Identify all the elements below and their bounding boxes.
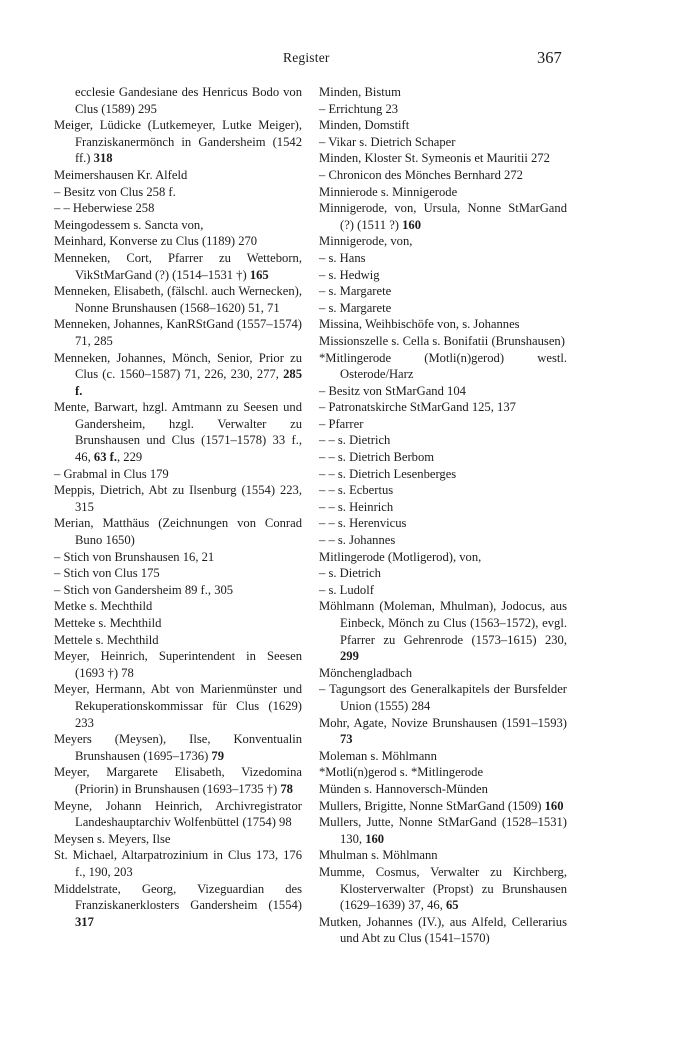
index-entry: – Tagungsort des Generalkapitels der Bursfelder Union (1555) 284 xyxy=(319,682,567,713)
page-number: 367 xyxy=(537,48,562,67)
index-entry: – – s. Dietrich Lesenberges xyxy=(319,466,457,481)
index-entry: Missina, Weihbischöfe von, s. Johannes xyxy=(319,317,520,332)
index-entry: – Errichtung 23 xyxy=(319,101,399,116)
index-entry: – s. Dietrich xyxy=(319,566,381,581)
index-entry: Meyer, Heinrich, Superintendent in Seesen (1693 †) 78 xyxy=(54,649,302,680)
index-entry: Metke s. Mechthild xyxy=(54,599,153,614)
index-entry: – s. Margarete xyxy=(319,284,392,299)
index-entry: – Chronicon des Mönches Bernhard 272 xyxy=(319,167,523,182)
index-entry: Mutken, Johannes (IV.), aus Alfeld, Cellerarius und Abt zu Clus (1541–1570) xyxy=(319,914,567,946)
index-entry: – – s. Heinrich xyxy=(319,499,394,514)
index-entry: – – Heberwiese 258 xyxy=(54,201,155,216)
index-entry: Middelstrate, Georg, Vizeguardian des Franziskanerklosters Gandersheim (1554) 317 xyxy=(54,881,302,929)
index-entry: Minnierode s. Minnigerode xyxy=(319,184,458,199)
index-entry: – s. Hans xyxy=(319,250,366,265)
index-entry: – s. Margarete xyxy=(319,300,392,315)
index-entry: Merian, Matthäus (Zeichnungen von Conrad Buno 1650) xyxy=(54,516,302,548)
index-entry: Menneken, Elisabeth, (fälschl. auch Wernecken), Nonne Brunshausen (1568–1620) 51, 71 xyxy=(54,284,302,315)
index-entry: Mullers, Brigitte, Nonne StMarGand (1509) 160 xyxy=(319,798,564,813)
index-entry: Mente, Barwart, hzgl. Amtmann zu Seesen und Gandersheim, hzgl. Verwalter zu Brunshausen und Clus (1571–1578) 33 f., 46, 63 f., 229 xyxy=(54,400,302,465)
index-entry: Meingodessem s. Sancta von, xyxy=(54,217,204,232)
index-entry: Möhlmann (Moleman, Mhulman), Jodocus, aus Einbeck, Mönch zu Clus (1563–1572), evgl. Pfarrer zu Gehrenrode (1573–1615) 230, 299 xyxy=(319,599,567,664)
index-entry: Meyne, Johann Heinrich, Archivregistrator Landeshauptarchiv Wolfenbüttel (1754) 98 xyxy=(54,798,302,830)
index-entry: – – s. Ecbertus xyxy=(319,483,394,498)
index-column-left xyxy=(54,84,302,930)
index-entry: Meyers (Meysen), Ilse, Konventualin Brunshausen (1695–1736) 79 xyxy=(54,732,302,763)
index-entry: – Stich von Gandersheim 89 f., 305 xyxy=(54,582,234,597)
index-entry: – – s. Dietrich Berbom xyxy=(319,450,435,465)
index-entry: Meiger, Lüdicke (Lutkemeyer, Lutke Meiger), Franziskanermönch in Gandersheim (1542 ff.) 318 xyxy=(54,118,302,166)
index-entry: – – s. Dietrich xyxy=(319,433,391,448)
index-entry: Menneken, Johannes, KanRStGand (1557–1574) 71, 285 xyxy=(54,317,302,348)
index-entry: Mumme, Cosmus, Verwalter zu Kirchberg, Klosterverwalter (Propst) zu Brunshausen (1629–1639) 37, 46, 65 xyxy=(319,864,567,913)
index-entry: Minnigerode, von, xyxy=(319,234,413,249)
index-entry: – – s. Herenvicus xyxy=(319,516,407,531)
index-entry: – Stich von Clus 175 xyxy=(54,566,160,581)
index-entry: Meppis, Dietrich, Abt zu Ilsenburg (1554) 223, 315 xyxy=(54,483,302,514)
index-entry: *Mitlingerode (Motli(n)gerod) westl. Osterode/Harz xyxy=(319,350,567,382)
index-entry: – – s. Johannes xyxy=(319,533,396,548)
index-column-right xyxy=(319,84,567,947)
index-entry: *Motli(n)gerod s. *Mitlingerode xyxy=(319,765,484,780)
index-entry: Mettele s. Mechthild xyxy=(54,632,159,647)
index-entry: Meinhard, Konverse zu Clus (1189) 270 xyxy=(54,234,258,249)
index-entry: – Pfarrer xyxy=(319,416,364,431)
index-entry: Menneken, Cort, Pfarrer zu Wetteborn, VikStMarGand (?) (1514–1531 †) 165 xyxy=(54,250,302,282)
index-entry: – Grabmal in Clus 179 xyxy=(54,466,169,481)
index-entry: Menneken, Johannes, Mönch, Senior, Prior zu Clus (c. 1560–1587) 71, 226, 230, 277, 285 f. xyxy=(54,350,302,398)
index-entry: Minden, Domstift xyxy=(319,118,410,133)
index-entry: Minnigerode, von, Ursula, Nonne StMarGand (?) (1511 ?) 160 xyxy=(319,201,567,232)
index-entry: Minden, Kloster St. Symeonis et Mauritii 272 xyxy=(319,151,550,166)
index-entry: Meyer, Margarete Elisabeth, Vizedomina (Priorin) in Brunshausen (1693–1735 †) 78 xyxy=(54,765,302,796)
index-entry: – Patronatskirche StMarGand 125, 137 xyxy=(319,400,516,415)
index-entry: Meysen s. Meyers, Ilse xyxy=(54,831,171,846)
index-entry: St. Michael, Altarpatrozinium in Clus 173, 176 f., 190, 203 xyxy=(54,848,302,879)
index-entry: – Besitz von StMarGand 104 xyxy=(319,383,466,398)
index-entry: Meimershausen Kr. Alfeld xyxy=(54,167,188,182)
index-entry: Mullers, Jutte, Nonne StMarGand (1528–1531) 130, 160 xyxy=(319,815,567,846)
index-entry: ecclesie Gandesiane des Henricus Bodo von Clus (1589) 295 xyxy=(75,85,302,116)
index-entry: – s. Ludolf xyxy=(319,582,374,597)
index-entry: – Stich von Brunshausen 16, 21 xyxy=(54,549,215,564)
index-entry: Münden s. Hannoversch-Münden xyxy=(319,781,488,796)
index-entry: Missionszelle s. Cella s. Bonifatii (Brunshausen) xyxy=(319,333,565,348)
running-head: Register xyxy=(283,50,330,65)
index-entry: Meyer, Hermann, Abt von Marienmünster und Rekuperationskommissar für Clus (1629) 233 xyxy=(54,682,302,730)
index-entry: – Vikar s. Dietrich Schaper xyxy=(319,134,456,149)
index-entry: Metteke s. Mechthild xyxy=(54,616,162,630)
index-entry: Mönchengladbach xyxy=(319,665,413,680)
index-entry: – s. Hedwig xyxy=(319,267,380,282)
index-entry: Mohr, Agate, Novize Brunshausen (1591–1593) 73 xyxy=(319,715,567,747)
index-entry: Moleman s. Möhlmann xyxy=(319,748,437,763)
index-entry: Mitlingerode (Motligerod), von, xyxy=(319,549,482,564)
index-entry: Minden, Bistum xyxy=(319,85,401,99)
index-entry: Mhulman s. Möhlmann xyxy=(319,848,438,863)
index-entry: – Besitz von Clus 258 f. xyxy=(54,184,176,199)
